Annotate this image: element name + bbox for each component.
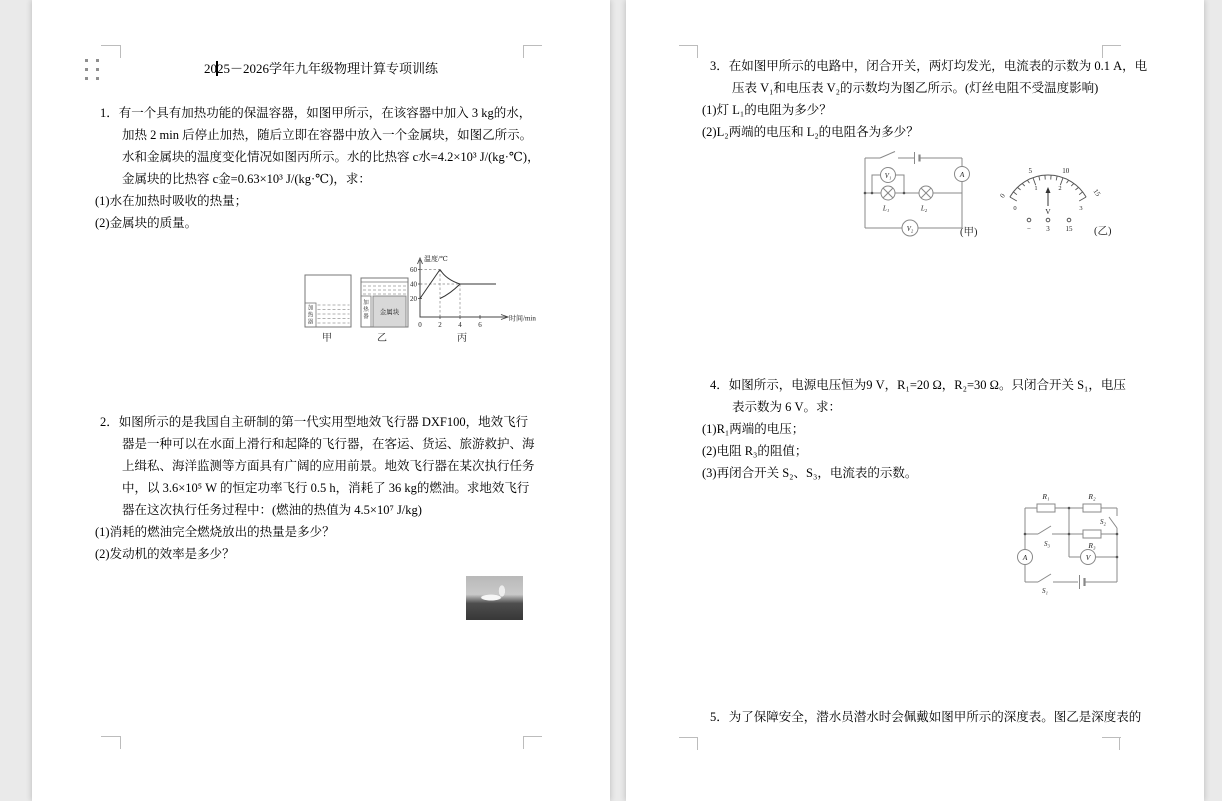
figure-q3-voltmeter-dial[interactable] [985, 162, 1118, 237]
svg-text:2: 2 [438, 321, 442, 329]
document-title[interactable]: 2025－2026学年九年级物理计算专项训练 [203, 61, 438, 76]
svg-text:60: 60 [410, 266, 417, 274]
svg-text:乙: 乙 [377, 333, 387, 344]
question-text-line[interactable]: 中，以 3.6×10⁵ W 的恒定功率飞行 0.5 h，消耗了 36 kg的燃油。求地效飞行 [122, 481, 530, 495]
svg-text:加: 加 [363, 300, 369, 306]
margin-corner-mark [523, 736, 524, 749]
document-page-1[interactable] [32, 0, 610, 801]
voltmeter-v1-symbol [881, 168, 896, 183]
switch-s1-symbol [1038, 574, 1051, 582]
svg-text:L₂: L₂ [920, 204, 928, 213]
svg-text:热: 热 [363, 307, 369, 313]
svg-text:甲: 甲 [322, 333, 332, 344]
margin-corner-mark [120, 736, 121, 749]
svg-text:A: A [959, 169, 965, 179]
margin-corner-mark [120, 45, 121, 58]
svg-text:V₂: V₂ [906, 226, 914, 233]
question-3-block[interactable] [702, 55, 1147, 143]
sub-question-line[interactable]: (1)灯 L₁的电阻为多少？ [702, 103, 832, 117]
question-text-line[interactable]: 上缉私、海洋监测等方面具有广阔的应用前景。地效飞行器在某次执行任务 [122, 459, 535, 473]
question-text-line[interactable]: 2．如图所示的是我国自主研制的第一代实用型地效飞行器 DXF100，地效飞行 [100, 415, 529, 429]
svg-text:S₃: S₃ [1044, 540, 1050, 548]
resistor-r3-symbol [1083, 530, 1101, 538]
figure-q3-circuit-diagram[interactable] [862, 150, 987, 245]
svg-text:6: 6 [478, 321, 482, 329]
meter-needle [1046, 187, 1051, 206]
svg-text:L₁: L₁ [882, 204, 890, 213]
water-cooling-curve [440, 270, 460, 285]
svg-text:V₁: V₁ [884, 172, 892, 180]
svg-text:(甲): (甲) [960, 227, 978, 238]
ammeter-symbol [955, 167, 970, 182]
sub-question-line[interactable]: (2)金属块的质量。 [95, 216, 198, 230]
paragraph-drag-handle-icon[interactable] [84, 59, 100, 81]
svg-text:(乙): (乙) [1094, 226, 1112, 237]
svg-text:R₂: R₂ [1088, 492, 1096, 501]
question-4-block[interactable] [702, 374, 1126, 484]
svg-text:3: 3 [1079, 205, 1083, 212]
question-text-line[interactable]: 器是一种可以在水面上滑行和起降的飞行器，在客运、货运、旅游救护、海 [122, 437, 535, 451]
container-yi [361, 278, 408, 344]
sub-question-line[interactable]: (1)消耗的燃油完全燃烧放出的热量是多少？ [95, 525, 335, 539]
svg-text:R₃: R₃ [1088, 541, 1096, 550]
figure-q1-heating-illustration[interactable] [300, 248, 545, 345]
svg-text:S₁: S₁ [1042, 587, 1048, 595]
margin-corner-mark [101, 45, 120, 46]
question-5-block[interactable] [702, 706, 1141, 728]
svg-text:器: 器 [307, 319, 314, 326]
sub-question-line[interactable]: (2)发动机的效率是多少？ [95, 547, 235, 561]
question-text-line[interactable]: 3．在如图甲所示的电路中，闭合开关，两灯均发光，电流表的示数为 0.1 A，电 [710, 59, 1148, 73]
svg-text:金属块: 金属块 [379, 309, 400, 316]
water-heating-curve [420, 270, 440, 299]
svg-text:3: 3 [1046, 225, 1050, 233]
margin-corner-mark [1102, 45, 1121, 46]
figure-q4-circuit-diagram[interactable] [1000, 488, 1130, 600]
svg-text:加: 加 [307, 305, 314, 312]
ground-effect-vehicle-photo[interactable] [466, 576, 523, 620]
question-2-block[interactable] [95, 411, 535, 565]
svg-text:S₂: S₂ [1100, 518, 1106, 526]
svg-text:0: 0 [998, 192, 1007, 200]
sub-question-line[interactable]: (2)电阻 R₃的阻值； [702, 444, 808, 458]
metal-warming-curve [440, 284, 460, 299]
ammeter-symbol [1018, 550, 1033, 565]
sub-question-line[interactable]: (1)水在加热时吸收的热量； [95, 194, 248, 208]
voltmeter-v2-symbol [902, 220, 918, 236]
container-jia [305, 275, 351, 344]
meter-terminals [1027, 218, 1073, 233]
resistor-r1-symbol [1037, 504, 1055, 512]
voltmeter-symbol [1081, 550, 1096, 565]
margin-corner-mark [523, 45, 524, 58]
margin-corner-mark [697, 737, 698, 750]
svg-text:0: 0 [418, 321, 422, 329]
margin-corner-mark [101, 736, 120, 737]
svg-text:V: V [1085, 552, 1091, 562]
svg-text:热: 热 [307, 312, 314, 319]
svg-text:时间/min: 时间/min [509, 314, 536, 323]
margin-corner-mark [679, 737, 698, 738]
switch-s3-symbol [1038, 526, 1051, 534]
svg-text:5: 5 [1028, 167, 1032, 175]
question-text-line[interactable]: 4．如图所示，电源电压恒为9 V，R₁=20 Ω，R₂=30 Ω。只闭合开关 S₁，电压 [710, 378, 1126, 392]
margin-corner-mark [1119, 737, 1120, 750]
sub-question-line[interactable]: (3)再闭合开关 S₂、S₃，电流表的示数。 [702, 466, 918, 480]
question-text-line[interactable]: 水和金属块的温度变化情况如图丙所示。水的比热容 c水=4.2×10³ J/(kg·℃)， [122, 150, 540, 164]
question-text-line[interactable]: 1．有一个具有加热功能的保温容器，如图甲所示，在该容器中加入 3 kg的水， [100, 106, 532, 120]
svg-text:R₁: R₁ [1042, 492, 1050, 501]
svg-text:温度/℃: 温度/℃ [424, 255, 448, 263]
margin-corner-mark [697, 45, 698, 58]
svg-text:40: 40 [410, 280, 417, 289]
question-text-line[interactable]: 5．为了保障安全，潜水员潜水时会佩戴如图甲所示的深度表。图乙是深度表的 [710, 710, 1142, 724]
svg-text:0: 0 [1013, 205, 1017, 212]
question-text-line[interactable]: 金属块的比热容 c金=0.63×10³ J/(kg·℃)，求： [122, 172, 371, 186]
question-1-block[interactable] [95, 102, 540, 234]
svg-text:2: 2 [1058, 185, 1062, 192]
svg-text:15: 15 [1091, 187, 1103, 198]
sub-question-line[interactable]: (2)L₂两端的电压和 L₂的电阻各为多少？ [702, 125, 919, 139]
document-page-2[interactable] [626, 0, 1204, 801]
svg-text:器: 器 [363, 314, 369, 320]
svg-text:−: − [1027, 225, 1031, 233]
sub-question-line[interactable]: (1)R₁两端的电压； [702, 422, 805, 436]
svg-text:15: 15 [1065, 225, 1073, 233]
margin-corner-mark [523, 736, 542, 737]
resistor-r2-symbol [1083, 504, 1101, 512]
switch-s2-symbol [1109, 517, 1117, 528]
svg-text:A: A [1022, 552, 1028, 562]
svg-text:1: 1 [1034, 185, 1038, 192]
svg-text:10: 10 [1062, 167, 1070, 175]
question-text-line[interactable]: 压表 V₁和电压表 V₂的示数均为图乙所示。(灯丝电阻不受温度影响) [732, 81, 1099, 95]
margin-corner-mark [523, 45, 542, 46]
margin-corner-mark [679, 45, 698, 46]
question-text-line[interactable]: 表示数为 6 V。求： [732, 400, 842, 414]
temperature-time-graph [410, 254, 536, 344]
svg-text:4: 4 [458, 321, 462, 329]
lamp-l2-symbol [919, 186, 933, 213]
question-text-line[interactable]: 加热 2 min 后停止加热，随后立即在容器中放入一个金属块，如图乙所示。 [122, 128, 533, 142]
question-text-line[interactable]: 器在这次执行任务过程中：(燃油的热值为 4.5×10⁷ J/kg) [122, 503, 422, 517]
svg-text:V: V [1045, 207, 1051, 216]
lamp-l1-symbol [881, 186, 895, 213]
svg-text:丙: 丙 [457, 333, 467, 344]
svg-text:20: 20 [410, 295, 417, 303]
